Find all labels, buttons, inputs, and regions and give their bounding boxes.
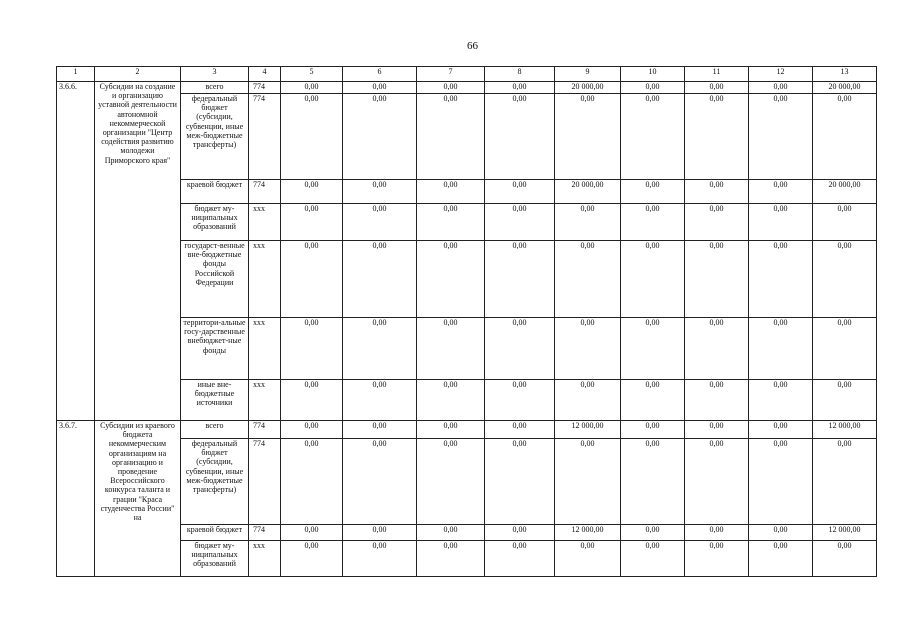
amount-cell: 0,00 bbox=[685, 241, 749, 318]
header-row bbox=[57, 67, 877, 82]
column-header: 13 bbox=[813, 67, 877, 82]
table-row bbox=[57, 421, 877, 439]
amount-cell: 0,00 bbox=[555, 204, 621, 241]
column-header: 5 bbox=[281, 67, 343, 82]
amount-cell: 0,00 bbox=[417, 82, 485, 94]
amount-cell: 0,00 bbox=[281, 421, 343, 439]
amount-cell: 0,00 bbox=[343, 180, 417, 204]
funding-source: федеральный бюджет (субсидии, субвенции, иные меж-бюджетные трансферты) bbox=[181, 439, 249, 525]
section-code: 3.6.6. bbox=[57, 82, 95, 421]
amount-cell: 0,00 bbox=[485, 204, 555, 241]
amount-cell: 0,00 bbox=[685, 525, 749, 541]
section-title: Субсидии из краевого бюджета некоммерческим организациям на организацию и проведение Всероссийского конкурса таланта и грации "Краса студенчества России" на bbox=[95, 421, 181, 577]
column-header: 3 bbox=[181, 67, 249, 82]
amount-cell: 0,00 bbox=[281, 380, 343, 421]
funding-source: краевой бюджет bbox=[181, 525, 249, 541]
column-header: 6 bbox=[343, 67, 417, 82]
budget-code: 774 bbox=[249, 94, 281, 180]
column-header: 8 bbox=[485, 67, 555, 82]
amount-cell: 0,00 bbox=[749, 241, 813, 318]
budget-table bbox=[56, 66, 877, 577]
amount-cell: 0,00 bbox=[343, 82, 417, 94]
amount-cell: 0,00 bbox=[485, 421, 555, 439]
amount-cell: 0,00 bbox=[813, 94, 877, 180]
amount-cell: 0,00 bbox=[485, 318, 555, 380]
amount-cell: 0,00 bbox=[485, 439, 555, 525]
table-row bbox=[57, 82, 877, 94]
amount-cell: 20 000,00 bbox=[813, 180, 877, 204]
column-header: 12 bbox=[749, 67, 813, 82]
amount-cell: 0,00 bbox=[685, 82, 749, 94]
funding-source: федеральный бюджет (субсидии, субвенции, иные меж-бюджетные трансферты) bbox=[181, 94, 249, 180]
amount-cell: 0,00 bbox=[621, 204, 685, 241]
column-header: 1 bbox=[57, 67, 95, 82]
amount-cell: 0,00 bbox=[621, 380, 685, 421]
amount-cell: 12 000,00 bbox=[813, 525, 877, 541]
amount-cell: 0,00 bbox=[621, 241, 685, 318]
amount-cell: 0,00 bbox=[749, 380, 813, 421]
budget-code: ххх bbox=[249, 541, 281, 577]
amount-cell: 0,00 bbox=[417, 380, 485, 421]
amount-cell: 0,00 bbox=[813, 204, 877, 241]
amount-cell: 0,00 bbox=[813, 380, 877, 421]
amount-cell: 0,00 bbox=[281, 241, 343, 318]
amount-cell: 12 000,00 bbox=[813, 421, 877, 439]
budget-code: ххх bbox=[249, 318, 281, 380]
amount-cell: 0,00 bbox=[417, 241, 485, 318]
funding-source: всего bbox=[181, 421, 249, 439]
amount-cell: 0,00 bbox=[485, 525, 555, 541]
amount-cell: 0,00 bbox=[281, 94, 343, 180]
column-header: 7 bbox=[417, 67, 485, 82]
amount-cell: 0,00 bbox=[485, 94, 555, 180]
amount-cell: 0,00 bbox=[685, 94, 749, 180]
budget-code: ххх bbox=[249, 241, 281, 318]
amount-cell: 0,00 bbox=[621, 421, 685, 439]
amount-cell: 0,00 bbox=[417, 180, 485, 204]
section-title: Субсидии на создание и организацию уставной деятельности автономной некоммерческой организации "Центр содействия развитию молодежи Приморского края" bbox=[95, 82, 181, 421]
amount-cell: 12 000,00 bbox=[555, 421, 621, 439]
amount-cell: 0,00 bbox=[417, 94, 485, 180]
amount-cell: 0,00 bbox=[343, 541, 417, 577]
amount-cell: 0,00 bbox=[685, 541, 749, 577]
amount-cell: 0,00 bbox=[343, 94, 417, 180]
column-header: 9 bbox=[555, 67, 621, 82]
amount-cell: 0,00 bbox=[621, 439, 685, 525]
amount-cell: 0,00 bbox=[555, 318, 621, 380]
amount-cell: 0,00 bbox=[685, 180, 749, 204]
column-header: 11 bbox=[685, 67, 749, 82]
page-number: 66 bbox=[467, 40, 478, 52]
funding-source: бюджет му-ниципальных образований bbox=[181, 204, 249, 241]
amount-cell: 0,00 bbox=[343, 421, 417, 439]
amount-cell: 0,00 bbox=[343, 525, 417, 541]
amount-cell: 0,00 bbox=[343, 241, 417, 318]
amount-cell: 20 000,00 bbox=[555, 82, 621, 94]
amount-cell: 0,00 bbox=[813, 439, 877, 525]
amount-cell: 0,00 bbox=[281, 180, 343, 204]
amount-cell: 0,00 bbox=[343, 439, 417, 525]
amount-cell: 0,00 bbox=[621, 541, 685, 577]
amount-cell: 0,00 bbox=[281, 82, 343, 94]
amount-cell: 0,00 bbox=[813, 241, 877, 318]
amount-cell: 0,00 bbox=[555, 241, 621, 318]
amount-cell: 0,00 bbox=[555, 94, 621, 180]
amount-cell: 0,00 bbox=[281, 439, 343, 525]
funding-source: бюджет му-ниципальных образований bbox=[181, 541, 249, 577]
amount-cell: 0,00 bbox=[555, 439, 621, 525]
column-header: 2 bbox=[95, 67, 181, 82]
amount-cell: 0,00 bbox=[485, 82, 555, 94]
amount-cell: 0,00 bbox=[621, 180, 685, 204]
amount-cell: 0,00 bbox=[749, 318, 813, 380]
amount-cell: 0,00 bbox=[685, 318, 749, 380]
amount-cell: 0,00 bbox=[281, 525, 343, 541]
amount-cell: 0,00 bbox=[417, 439, 485, 525]
budget-code: 774 bbox=[249, 421, 281, 439]
funding-source: всего bbox=[181, 82, 249, 94]
amount-cell: 0,00 bbox=[343, 204, 417, 241]
amount-cell: 0,00 bbox=[749, 541, 813, 577]
column-header: 4 bbox=[249, 67, 281, 82]
amount-cell: 0,00 bbox=[281, 318, 343, 380]
amount-cell: 0,00 bbox=[417, 525, 485, 541]
amount-cell: 0,00 bbox=[685, 380, 749, 421]
amount-cell: 0,00 bbox=[417, 541, 485, 577]
amount-cell: 0,00 bbox=[485, 180, 555, 204]
amount-cell: 0,00 bbox=[749, 421, 813, 439]
amount-cell: 0,00 bbox=[621, 525, 685, 541]
budget-code: ххх bbox=[249, 204, 281, 241]
amount-cell: 0,00 bbox=[621, 94, 685, 180]
amount-cell: 0,00 bbox=[417, 204, 485, 241]
amount-cell: 0,00 bbox=[685, 421, 749, 439]
budget-code: 774 bbox=[249, 525, 281, 541]
funding-source: территори-альные госу-дарственные внебюджет-ные фонды bbox=[181, 318, 249, 380]
amount-cell: 0,00 bbox=[749, 525, 813, 541]
amount-cell: 0,00 bbox=[749, 439, 813, 525]
amount-cell: 0,00 bbox=[749, 204, 813, 241]
amount-cell: 0,00 bbox=[555, 380, 621, 421]
amount-cell: 0,00 bbox=[417, 421, 485, 439]
amount-cell: 0,00 bbox=[485, 541, 555, 577]
amount-cell: 0,00 bbox=[749, 82, 813, 94]
funding-source: иные вне-бюджетные источники bbox=[181, 380, 249, 421]
column-header: 10 bbox=[621, 67, 685, 82]
amount-cell: 0,00 bbox=[813, 541, 877, 577]
amount-cell: 0,00 bbox=[621, 318, 685, 380]
amount-cell: 0,00 bbox=[281, 541, 343, 577]
amount-cell: 0,00 bbox=[749, 94, 813, 180]
section-code: 3.6.7. bbox=[57, 421, 95, 577]
funding-source: краевой бюджет bbox=[181, 180, 249, 204]
amount-cell: 0,00 bbox=[621, 82, 685, 94]
amount-cell: 0,00 bbox=[685, 439, 749, 525]
amount-cell: 0,00 bbox=[485, 241, 555, 318]
budget-code: 774 bbox=[249, 439, 281, 525]
amount-cell: 0,00 bbox=[417, 318, 485, 380]
amount-cell: 20 000,00 bbox=[813, 82, 877, 94]
amount-cell: 0,00 bbox=[813, 318, 877, 380]
budget-code: 774 bbox=[249, 82, 281, 94]
amount-cell: 0,00 bbox=[343, 380, 417, 421]
amount-cell: 0,00 bbox=[485, 380, 555, 421]
amount-cell: 0,00 bbox=[343, 318, 417, 380]
amount-cell: 0,00 bbox=[281, 204, 343, 241]
funding-source: государст-венные вне-бюджетные фонды Российской Федерации bbox=[181, 241, 249, 318]
budget-code: ххх bbox=[249, 380, 281, 421]
amount-cell: 20 000,00 bbox=[555, 180, 621, 204]
amount-cell: 0,00 bbox=[749, 180, 813, 204]
amount-cell: 0,00 bbox=[685, 204, 749, 241]
amount-cell: 12 000,00 bbox=[555, 525, 621, 541]
amount-cell: 0,00 bbox=[555, 541, 621, 577]
budget-code: 774 bbox=[249, 180, 281, 204]
